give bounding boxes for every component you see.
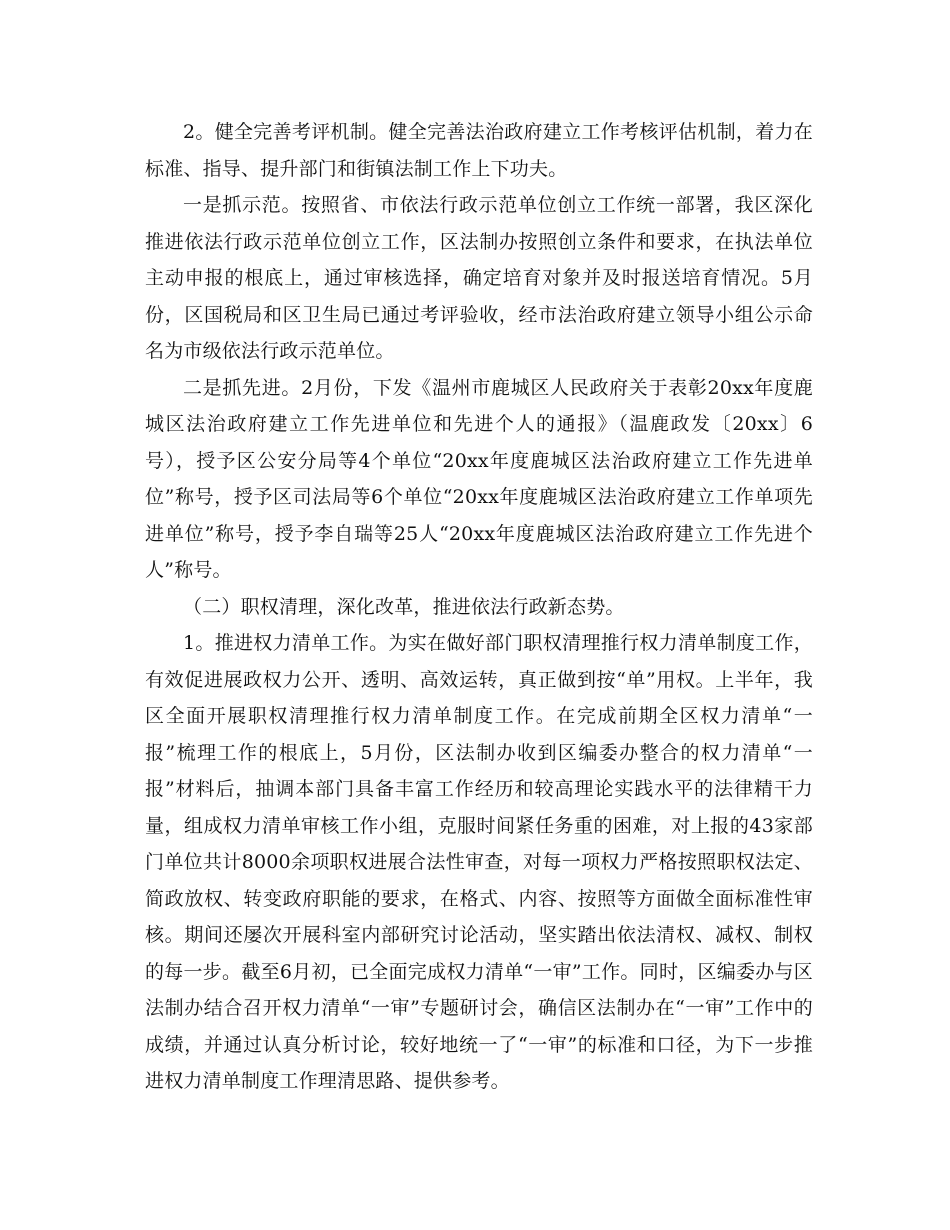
section-heading: （二）职权清理，深化改革，推进依法行政新态势。 bbox=[183, 595, 625, 618]
document-body bbox=[145, 114, 813, 1100]
paragraph-power-list: 1。推进权力清单工作。为实在做好部门职权清理推行权力清单制度工作，有效促进展政权力公开、透明、高效运转，真正做到按“单”用权。上半年，我区全面开展职权清理推行权力清单制度工作。在完成前期全区权力清单“一报”梳理工作的根底上，5月份，区法制办收到区编委办整合的权力清单“一报”材料后，抽调本部门具备丰富工作经历和较高理论实践水平的法律精干力量，组成权力清单审核工作小组，克服时间紧任务重的困难，对上报的43家部门单位共计8000余项职权进展合法性审查，对每一项权力严格按照职权法定、简政放权、转变政府职能的要求，在格式、内容、按照等方面做全面标准性审核。期间还屡次开展科室内部研究讨论活动，坚实踏出依法清权、减权、制权的每一步。截至6月初，已全面完成权力清单“一审”工作。同时，区编委办与区法制办结合召开权力清单“一审”专题研讨会，确信区法制办在“一审”工作中的成绩，并通过认真分析讨论，较好地统一了“一审”的标准和口径，为下一步推进权力清单制度工作理清思路、提供参考。 bbox=[145, 632, 813, 1092]
paragraph-evaluation-mechanism: 2。健全完善考评机制。健全完善法治政府建立工作考核评估机制，着力在标准、指导、提升部门和街镇法制工作上下功夫。 bbox=[145, 121, 813, 180]
paragraph-advanced: 二是抓先进。2月份，下发《温州市鹿城区人民政府关于表彰20xx年度鹿城区法治政府建立工作先进单位和先进个人的通报》（温鹿政发〔20xx〕6号），授予区公安分局等4个单位“20xx年度鹿城区法治政府建立工作先进单位”称号，授予区司法局等6个单位“20xx年度鹿城区法治政府建立工作单项先进单位”称号，授予李自瑞等25人“20xx年度鹿城区法治政府建立工作先进个人”称号。 bbox=[145, 376, 813, 581]
paragraph-demonstration: 一是抓示范。按照省、市依法行政示范单位创立工作统一部署，我区深化推进依法行政示范单位创立工作，区法制办按照创立条件和要求，在执法单位主动申报的根底上，通过审核选择，确定培育对象并及时报送培育情况。5月份，区国税局和区卫生局已通过考评验收，经市法治政府建立领导小组公示命名为市级依法行政示范单位。 bbox=[145, 194, 813, 362]
